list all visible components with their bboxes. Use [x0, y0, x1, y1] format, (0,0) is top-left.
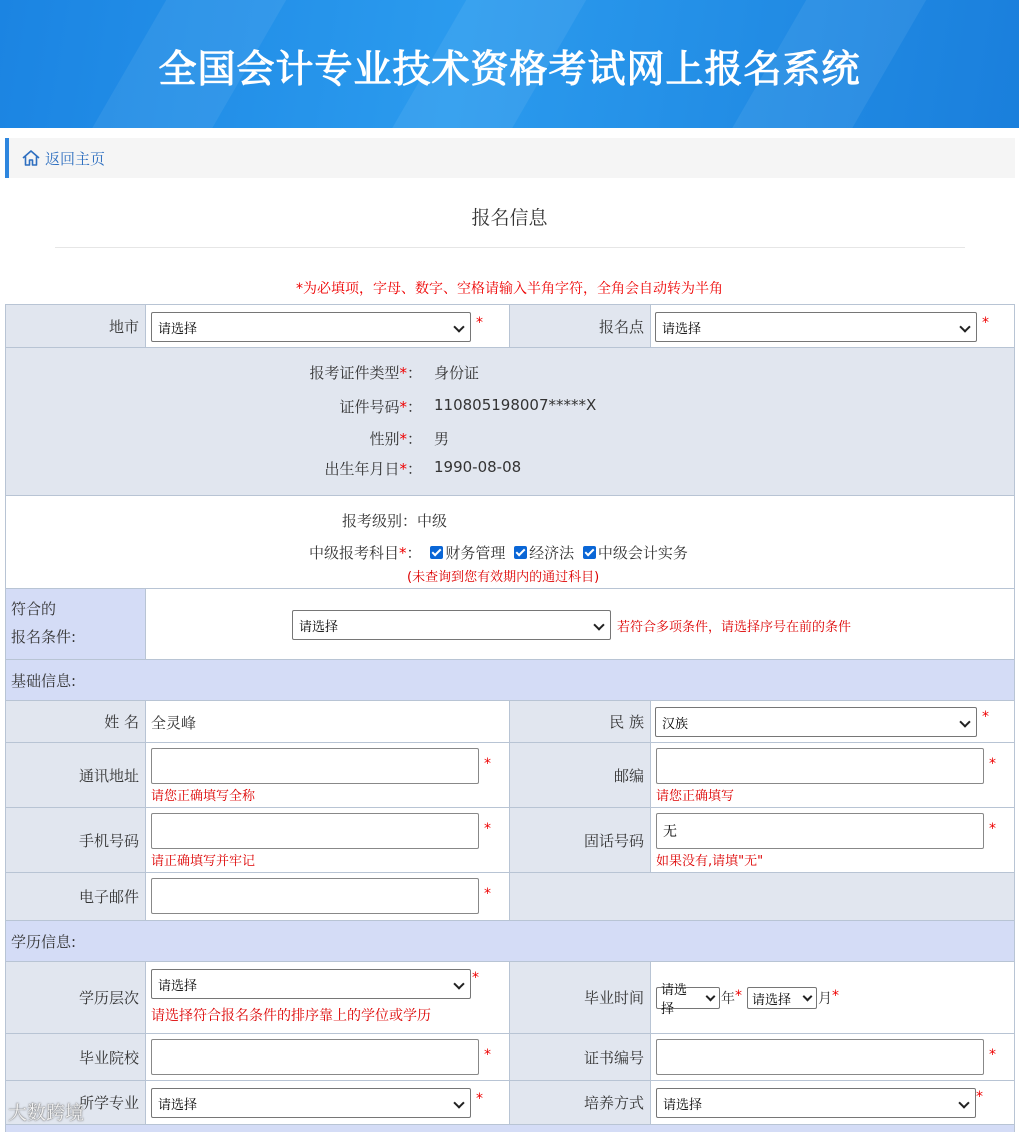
page-title: 报名信息 [471, 207, 548, 229]
landline-label: 固话号码 [510, 808, 651, 872]
mobile-hint: 请正确填写并牢记 [151, 854, 256, 869]
gender-value: 男 [434, 430, 450, 448]
condition-select[interactable]: 请选择 [292, 610, 611, 640]
breadcrumb [5, 138, 1015, 178]
gender-label: 性别*： [369, 430, 422, 448]
school-row [6, 1034, 1014, 1081]
phone-row [6, 808, 1014, 873]
required-mark: * [476, 1091, 483, 1107]
home-icon [21, 149, 41, 167]
required-mark: * [982, 709, 989, 725]
landline-hint: 如果没有,请填"无" [656, 854, 764, 869]
mobile-input[interactable] [151, 813, 479, 849]
required-mark: * [989, 1047, 996, 1063]
cert-number-label: 证书编号 [510, 1034, 651, 1080]
landline-input[interactable]: 无 [656, 813, 984, 849]
degree-level-select[interactable]: 请选择 [151, 969, 471, 999]
ethnicity-select[interactable]: 汉族 [655, 707, 977, 737]
degree-level-label: 学历层次 [6, 962, 146, 1033]
basic-section-title: 基础信息: [6, 660, 1014, 701]
home-link[interactable] [21, 148, 105, 169]
subject-checkbox[interactable] [514, 546, 527, 559]
subjects-label: 中级报考科目 [309, 544, 400, 562]
subject-label: 中级会计实务 [597, 544, 688, 562]
degree-level-hint: 请选择符合报名条件的排序靠上的学位或学历 [151, 1008, 431, 1024]
subject-checkbox[interactable] [583, 546, 596, 559]
grad-time-label: 毕业时间 [510, 962, 651, 1033]
address-input[interactable] [151, 748, 479, 784]
id-number-label: 证件号码*： [339, 398, 422, 416]
site-title: 全国会计专业技术资格考试网上报名系统 [158, 47, 861, 91]
city-label: 地市 [6, 305, 146, 347]
ethnicity-label: 民 族 [510, 701, 651, 742]
site-select[interactable]: 请选择 [655, 312, 977, 342]
postcode-input[interactable] [656, 748, 984, 784]
condition-hint: 若符合多项条件，请选择序号在前的条件 [617, 620, 852, 635]
home-link-label: 返回主页 [45, 149, 106, 168]
birth-label: 出生年月日*： [324, 460, 422, 478]
city-select[interactable]: 请选择 [151, 312, 471, 342]
study-mode-label: 培养方式 [510, 1081, 651, 1124]
major-select[interactable]: 请选择 [151, 1088, 471, 1118]
name-value: 全灵峰 [151, 714, 197, 732]
subjects-row: 中级报考科目*： 财务管理 经济法 中级会计实务 [309, 544, 688, 562]
address-label: 通讯地址 [6, 743, 146, 807]
exam-level-value: 中级 [417, 512, 448, 530]
next-section-edge [6, 1125, 1014, 1132]
condition-row [6, 589, 1014, 660]
required-mark: * [484, 821, 491, 837]
address-row [6, 743, 1014, 808]
exam-block [6, 496, 1014, 589]
mobile-label: 手机号码 [6, 808, 146, 872]
study-mode-select[interactable]: 请选择 [656, 1088, 976, 1118]
required-mark: * [989, 756, 996, 772]
required-mark: * [976, 1089, 983, 1105]
required-mark: * [735, 988, 742, 1004]
required-mark: * [989, 821, 996, 837]
address-hint: 请您正确填写全称 [151, 789, 256, 804]
school-label: 毕业院校 [6, 1034, 146, 1080]
exam-level-label: 报考级别： [342, 512, 418, 530]
id-number-value: 110805198007*****X [434, 396, 597, 414]
cert-number-input[interactable] [656, 1039, 984, 1075]
postcode-hint: 请您正确填写 [656, 789, 735, 804]
subject-checkbox[interactable] [430, 546, 443, 559]
email-input[interactable] [151, 878, 479, 914]
required-mark: * [476, 315, 483, 331]
id-type-label: 报考证件类型*： [309, 364, 422, 382]
month-unit: 月 [818, 991, 832, 1007]
degree-row [6, 962, 1014, 1034]
location-row [6, 305, 1014, 348]
name-label: 姓 名 [6, 701, 146, 742]
required-mark: * [472, 970, 479, 986]
required-mark: * [832, 988, 839, 1004]
required-notice: *为必填项，字母、数字、空格请输入半角字符，全角会自动转为半角 [296, 281, 723, 297]
registration-form [5, 304, 1015, 1132]
site-label: 报名点 [510, 305, 651, 347]
required-mark: * [484, 886, 491, 902]
major-row [6, 1081, 1014, 1125]
id-type-value: 身份证 [434, 364, 480, 382]
subject-label: 经济法 [529, 544, 575, 562]
email-label: 电子邮件 [6, 873, 146, 920]
identity-block [6, 348, 1014, 496]
required-mark: * [484, 756, 491, 772]
school-input[interactable] [151, 1039, 479, 1075]
subject-label: 财务管理 [445, 544, 506, 562]
subjects-note: (未查询到您有效期内的通过科目) [407, 570, 600, 585]
email-row [6, 873, 1014, 921]
condition-label: 符合的 报名条件: [6, 589, 146, 659]
required-mark: * [982, 315, 989, 331]
postcode-label: 邮编 [510, 743, 651, 807]
required-mark: * [484, 1047, 491, 1063]
major-label: 所学专业 [6, 1081, 146, 1124]
birth-value: 1990-08-08 [434, 458, 522, 476]
name-row [6, 701, 1014, 743]
year-unit: 年 [721, 991, 735, 1007]
education-section-title: 学历信息: [6, 921, 1014, 962]
divider [55, 247, 965, 248]
header-banner [0, 0, 1019, 128]
exam-level [342, 510, 447, 531]
watermark: 大数跨境 [8, 1102, 85, 1124]
grad-year-select[interactable]: 请选择 [656, 987, 720, 1009]
grad-month-select[interactable]: 请选择 [747, 987, 817, 1009]
